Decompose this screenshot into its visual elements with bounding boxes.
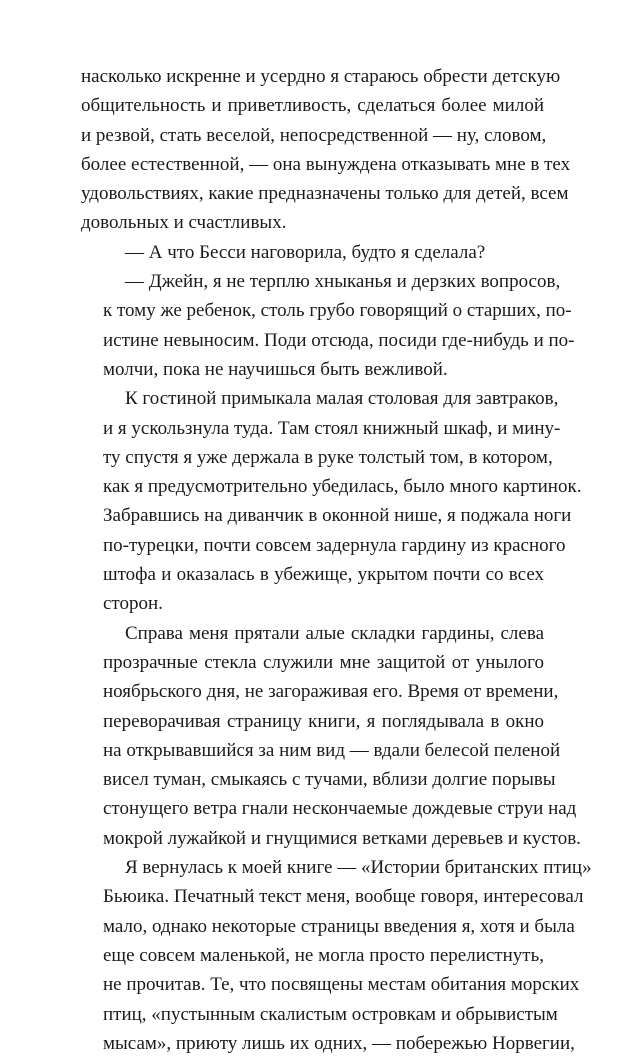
text-line: мокрой лужайкой и гнущимися ветками деревьев и кустов. [103,827,581,849]
text-line: общительность и приветливость, сделаться более милой [81,95,544,117]
book-page [81,62,592,1058]
text-line: довольных и счастливых. [81,212,287,234]
text-line: — Джейн, я не терплю хныканья и дерзких вопросов, [125,271,561,293]
paragraph [81,853,592,1058]
text-line: более естественной, — она вынуждена отказывать мне в тех [81,153,571,175]
text-line: насколько искренне и усердно я стараюсь обрести детскую [81,66,561,87]
text-line: мало, однако некоторые страницы введения я, хотя и была [103,915,575,937]
text-line: Забравшись на диванчик в оконной нише, я поджала ноги [103,505,572,527]
text-line: висел туман, смыкаясь с тучами, вблизи долгие порывы [103,769,556,791]
paragraph [81,619,581,853]
text-line: еще совсем маленькой, не могла просто перелистнуть, [103,944,544,966]
paragraph [81,238,544,267]
text-line: удовольствиях, какие предназначены только для детей, всем [81,183,569,205]
text-line: К гостиной примыкала малая столовая для завтраков, [125,388,559,410]
text-line: по-турецки, почти совсем задернула гардину из красного [103,534,566,556]
text-line: Бьюика. Печатный текст меня, вообще говоря, интересовал [103,886,584,908]
text-line: к тому же ребенок, столь грубо говорящий о старших, по- [103,300,572,322]
text-line: Справа меня прятали алые складки гардины, слева [125,622,544,644]
text-line: не прочитав. Те, что посвящены местам обитания морских [103,974,580,996]
text-line: сторон. [103,593,163,615]
text-line: штофа и оказалась в убежище, укрытом почти со всех [103,564,544,586]
text-line: истине невыносим. Поди отсюда, посиди где-нибудь и по- [103,329,575,351]
text-line: ту спустя я уже держала в руке толстый том, в котором, [103,446,553,468]
text-line: мысам», приюту лишь их одних, — побережью Норвегии, [103,1032,575,1054]
text-line: и я ускользнула туда. Там стоял книжный шкаф, и мину- [103,417,561,439]
text-line: переворачивая страницу книги, я поглядывала в окно [103,710,544,732]
text-line: прозрачные стекла служили мне защитой от унылого [103,651,544,673]
text-line: как я предусмотрительно убедилась, было много картинок. [103,476,582,498]
text-line: — А что Бесси наговорила, будто я сделала? [125,241,486,263]
text-line: на открывавшийся за ним вид — вдали белесой пеленой [103,739,561,761]
text-line: и резвой, стать веселой, непосредственной — ну, словом, [81,124,547,146]
paragraph [81,267,575,384]
text-line: птиц, «пустынным скалистым островкам и обрывистым [103,1003,558,1025]
text-line: Я вернулась к моей книге — «Истории британских птиц» [125,857,592,879]
text-line: стонущего ветра гнали нескончаемые дождевые струи над [103,798,577,820]
text-line: молчи, пока не научишься быть вежливой. [103,358,448,380]
paragraph [81,62,571,238]
text-line: ноябрьского дня, не загораживая его. Время от времени, [103,681,559,703]
paragraph [81,384,582,618]
